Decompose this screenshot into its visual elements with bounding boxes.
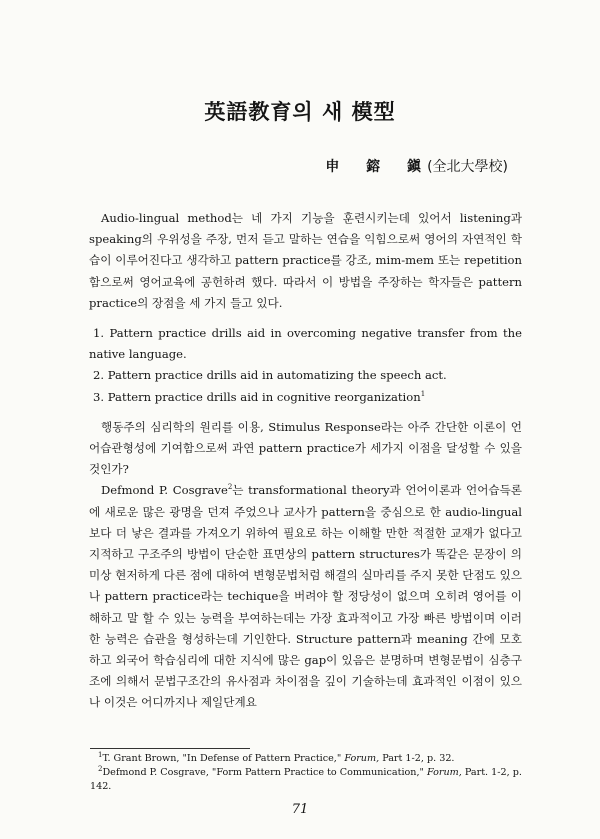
list-item: 2. Pattern practice drills aid in automatizing the speech act.: [93, 368, 447, 383]
footnote-2: [90, 766, 522, 794]
author-name: 申 鎔 鎭: [325, 159, 422, 175]
paragraph-1: Audio-lingual method는 네 가지 기능을 훈련시키는데 있어서 listening과 speaking의 우위성을 주장, 먼저 듣고 말하는 연습을 익힘으로써 영어의 자연적인 학습이 이루어진다고 생각하고 pattern practice를 강조, mim-mem 또는 repetition 함으로써 영어교육에 공헌하려 했다. 따라서 이 방법을 주장하는 학자들은 pattern practice의 장점을 세 가지 들고 있다.: [89, 211, 522, 310]
footnote-ref: 1: [420, 389, 426, 398]
article-title: 英語教育의 새 模型: [204, 100, 396, 124]
paragraph-3-lead: Defmond P. Cosgrave: [101, 483, 228, 498]
footnote-mark: 1: [98, 750, 103, 759]
footnote-ref: 2: [227, 483, 233, 492]
footnote-text: Part. 1-2, p. 142.: [90, 767, 522, 792]
paragraph-2: 행동주의 심리학의 원리를 이용, Stimulus Response라는 아주 간단한 이론이 언어습관형성에 기여함으로써 과연 pattern practice가 세가지 이점을 달성할 수 있을 것인가?: [89, 419, 522, 477]
list-item-text: 3. Pattern practice drills aid in cognitive reorganization: [93, 389, 421, 404]
article-body: [89, 208, 522, 714]
footnote-mark: 2: [98, 764, 103, 773]
list-item: [89, 387, 522, 408]
footnote-source: Forum,: [344, 753, 380, 764]
footnote-text: Part 1-2, p. 32.: [379, 753, 455, 764]
paragraph-3: [89, 480, 522, 713]
page-number: 71: [291, 802, 309, 817]
paragraph-3-text: 는 transformational theory과 언어이론과 언어습득론에 새로운 많은 광명을 던져 주었으나 교사가 pattern을 중심으로 한 audio-lingual보다 더 낳은 결과를 가져오기 위하여 필요로 하는 이해할 만한 적절한 교재가 없다고 지적하고 구조주의 방법이 단순한 표면상의 pattern structures가 똑같은 문장이 의미상 현저하게 다른 점에 대하여 변형문법처럼 해결의 실마리를 주지 못한 단점도 있으나 pattern practice라는 techique을 버려야 할 정당성이 없으며 오히려 영어를 이해하고 말 할 수 있는 능력을 부여하는데는 가장 효과적이고 가장 빠른 방법이며 이러한 능력은 습관을 형성하는데 기인한다. Structure pattern과 meaning 간에 모호하고 외국어 학습심리에 대한 지식에 많은 gap이 있음은 분명하며 변형문법이 심층구조에 의해서 문법구조간의 유사점과 차이점을 깊이 기술하는데 효과적인 이점이 있으나 이것은 어디까지나 제일단계요: [89, 483, 522, 710]
list-item: 1. Pattern practice drills aid in overcoming negative transfer from the native language.: [89, 326, 522, 362]
author-line: [325, 156, 508, 176]
footnotes: [90, 752, 522, 794]
footnote-text: T. Grant Brown, "In Defense of Pattern Practice,": [102, 753, 345, 764]
author-affiliation: (全北大學校): [427, 159, 508, 175]
footnote-source: Forum,: [426, 767, 462, 778]
footnote-divider: [90, 748, 250, 749]
footnote-text: Defmond P. Cosgrave, "Form Pattern Practice to Communication,": [102, 767, 427, 778]
numbered-list: [89, 323, 522, 408]
footnote-1: [90, 752, 522, 766]
